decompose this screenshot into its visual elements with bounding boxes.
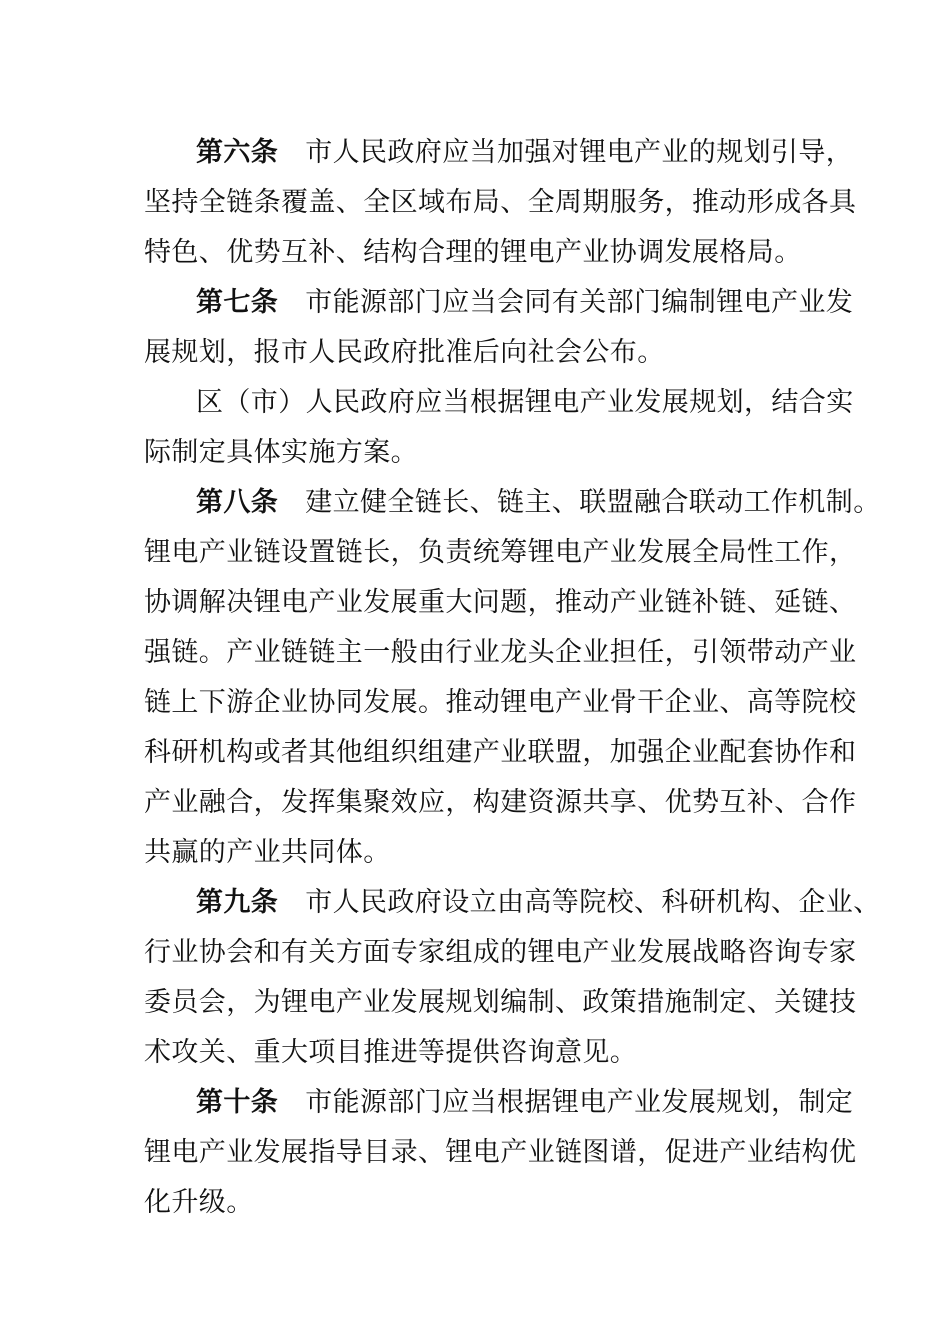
article-text: 市人民政府应当加强对锂电产业的规划引导， — [305, 137, 854, 168]
article-number: 第六条 — [196, 137, 279, 168]
article-number: 第九条 — [196, 887, 279, 918]
article-9-line-2: 行业协会和有关方面专家组成的锂电产业发展战略咨询专家 — [144, 937, 857, 968]
article-9-line-3: 委员会，为锂电产业发展规划编制、政策措施制定、关键技 — [144, 987, 857, 1018]
article-10-line-3: 化升级。 — [144, 1187, 254, 1218]
article-8-line-7: 产业融合，发挥集聚效应，构建资源共享、优势互补、合作 — [144, 787, 857, 818]
article-7-line-2: 展规划，报市人民政府批准后向社会公布。 — [144, 337, 665, 368]
article-10-line-2: 锂电产业发展指导目录、锂电产业链图谱，促进产业结构优 — [144, 1137, 857, 1168]
article-text: 市能源部门应当根据锂电产业发展规划，制定 — [305, 1087, 854, 1118]
article-7-para-2-line-1: 区（市）人民政府应当根据锂电产业发展规划，结合实 — [196, 387, 854, 418]
article-10-line-1 — [196, 1078, 853, 1128]
article-7-para-2-line-2: 际制定具体实施方案。 — [144, 437, 418, 468]
article-8-line-5: 链上下游企业协同发展。推动锂电产业骨干企业、高等院校 — [144, 687, 857, 718]
article-text: 市人民政府设立由高等院校、科研机构、企业、 — [305, 887, 881, 918]
article-8-line-2: 锂电产业链设置链长，负责统筹锂电产业发展全局性工作， — [144, 537, 857, 568]
article-7-line-1 — [196, 278, 853, 328]
article-8-line-1 — [196, 478, 881, 528]
article-8-line-4: 强链。产业链链主一般由行业龙头企业担任，引领带动产业 — [144, 637, 857, 668]
article-6-line-2: 坚持全链条覆盖、全区域布局、全周期服务，推动形成各具 — [144, 187, 857, 218]
article-text: 市能源部门应当会同有关部门编制锂电产业发 — [305, 287, 854, 318]
article-8-line-8: 共赢的产业共同体。 — [144, 837, 391, 868]
article-text: 建立健全链长、链主、联盟融合联动工作机制。 — [305, 487, 881, 518]
article-6-line-1 — [196, 128, 853, 178]
article-8-line-3: 协调解决锂电产业发展重大问题，推动产业链补链、延链、 — [144, 587, 857, 618]
article-number: 第十条 — [196, 1087, 279, 1118]
article-number: 第七条 — [196, 287, 279, 318]
article-8-line-6: 科研机构或者其他组织组建产业联盟，加强企业配套协作和 — [144, 737, 857, 768]
article-6-line-3: 特色、优势互补、结构合理的锂电产业协调发展格局。 — [144, 237, 802, 268]
article-9-line-1 — [196, 878, 881, 928]
article-number: 第八条 — [196, 487, 279, 518]
article-9-line-4: 术攻关、重大项目推进等提供咨询意见。 — [144, 1037, 638, 1068]
